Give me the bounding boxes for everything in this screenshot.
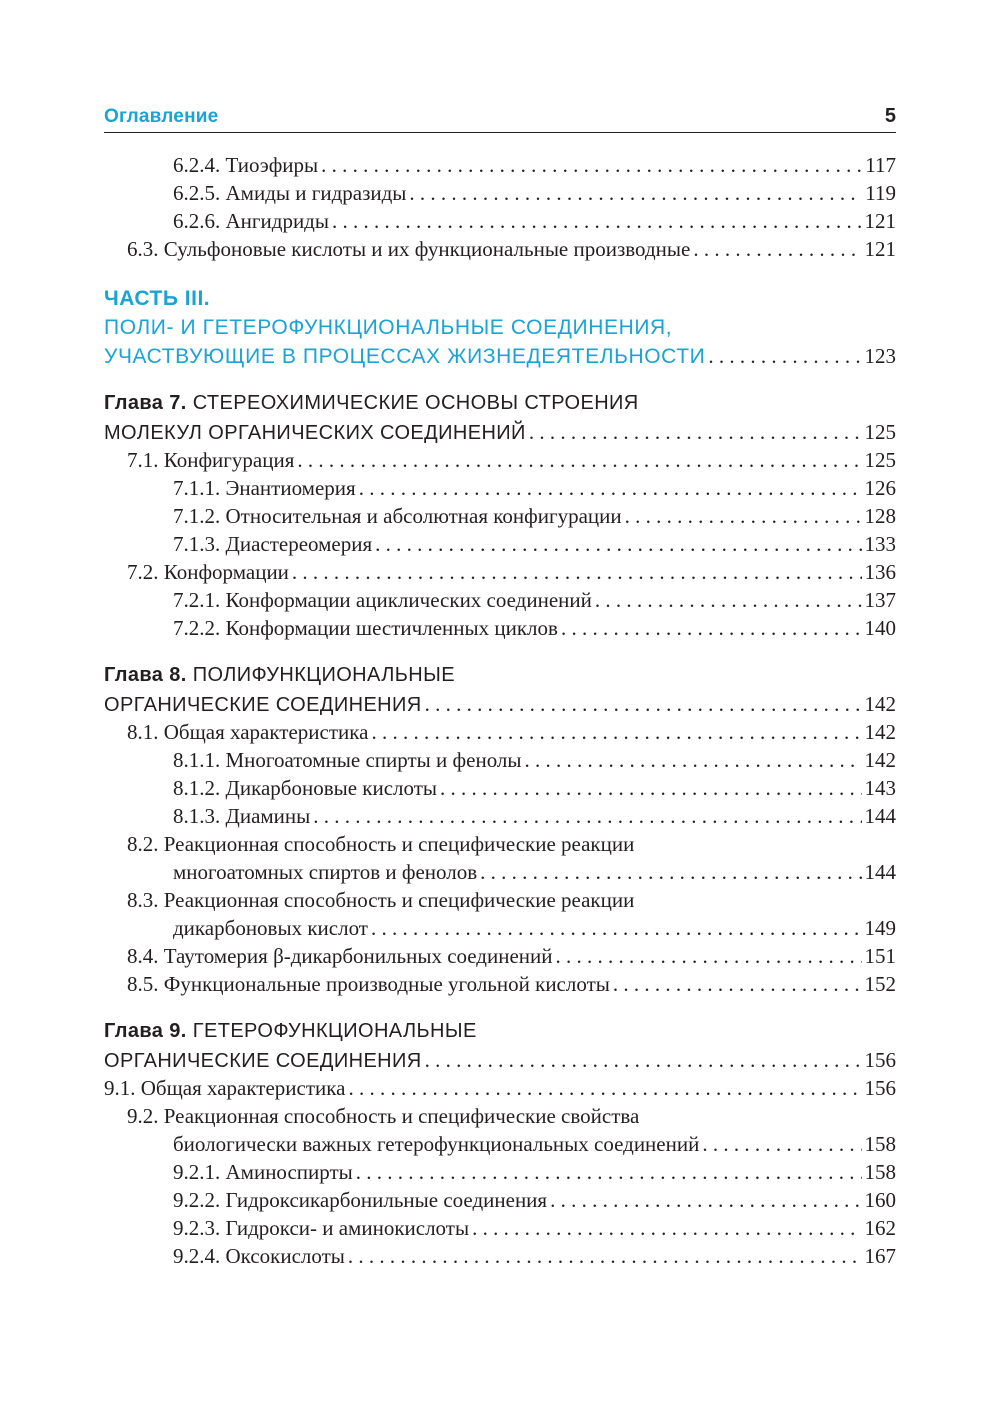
page-ref: 128 (864, 504, 896, 528)
entry-text: Общая характеристика (163, 720, 369, 744)
entry-text (173, 153, 318, 178)
entry-text: 8.1.3. (173, 804, 221, 828)
part-heading[interactable] (104, 287, 896, 372)
dot-leader (292, 560, 862, 585)
dot-leader (348, 1076, 861, 1101)
chapter-heading-line2[interactable] (104, 692, 896, 720)
chapter-title: ПОЛИФУНКЦИОНАЛЬНЫЕ (192, 664, 455, 686)
page-ref: 121 (864, 209, 896, 233)
entry-text: 7.1.1. (173, 476, 221, 500)
entry-text: Амиды и гидразиды (225, 181, 407, 205)
entry-text: Конформации ациклических соединений (225, 588, 592, 612)
entry-text (173, 532, 372, 557)
part-title-line2 (104, 344, 896, 372)
entry-text: Реакционная способность и специфические реакции (163, 888, 635, 912)
dot-leader (371, 916, 862, 941)
entry-text: 6.3. (127, 237, 159, 261)
toc-entry[interactable] (104, 209, 896, 237)
page-ref: 142 (864, 720, 896, 744)
entry-text: 7.1.3. (173, 532, 221, 556)
toc-entry-line1[interactable] (104, 832, 896, 860)
table-of-contents (104, 153, 896, 1272)
dot-leader (409, 181, 862, 206)
entry-text: 6.2.5. (173, 181, 221, 205)
page-ref: 119 (865, 181, 896, 205)
page-ref: 123 (864, 344, 896, 368)
entry-text: Функциональные производные угольной кислоты (163, 972, 610, 996)
entry-text: 9.2.4. (173, 1244, 221, 1268)
page-ref: 121 (864, 237, 896, 261)
dot-leader (529, 420, 862, 445)
page-ref: 142 (864, 748, 896, 772)
page-ref: 158 (864, 1132, 896, 1156)
entry-text (173, 209, 329, 234)
chapter-8 (104, 664, 896, 1000)
toc-entry[interactable] (104, 532, 896, 560)
page-ref: 117 (865, 153, 896, 177)
page-ref: 126 (864, 476, 896, 500)
page-ref: 125 (864, 420, 896, 444)
toc-entry[interactable] (104, 944, 896, 972)
entry-text: УЧАСТВУЮЩИЕ В ПРОЦЕССАХ ЖИЗНЕДЕЯТЕЛЬНОСТИ (104, 345, 706, 368)
entry-text (127, 237, 690, 262)
entry-text: 8.3. (127, 888, 159, 912)
toc-top-section (104, 153, 896, 265)
entry-text (127, 972, 610, 997)
page-ref: 140 (864, 616, 896, 640)
dot-leader (297, 448, 861, 473)
book-page (104, 96, 896, 1272)
entry-text (173, 616, 558, 641)
page-ref: 160 (864, 1188, 896, 1212)
page-ref: 151 (864, 944, 896, 968)
dot-leader (440, 776, 861, 801)
chapter-heading-line2[interactable] (104, 1048, 896, 1076)
dot-leader (561, 616, 862, 641)
entry-text (127, 720, 368, 745)
chapter-label: Глава 7. (104, 392, 187, 414)
dot-leader (356, 1160, 862, 1185)
page-ref: 167 (864, 1244, 896, 1268)
entry-text: Таутомерия β-дикарбонильных соединений (163, 944, 553, 968)
toc-entry[interactable] (104, 776, 896, 804)
entry-text: Гидроксикарбонильные соединения (225, 1188, 548, 1212)
entry-text: 8.1.1. (173, 748, 221, 772)
toc-entry-line1[interactable] (104, 888, 896, 916)
entry-text: Диамины (225, 804, 311, 828)
toc-entry-line2[interactable] (104, 1132, 896, 1160)
entry-text: 9.2.3. (173, 1216, 221, 1240)
dot-leader (480, 860, 861, 885)
toc-entry[interactable] (104, 181, 896, 209)
toc-entry[interactable] (104, 1076, 896, 1104)
page-ref: 156 (864, 1048, 896, 1072)
page-ref: 152 (864, 972, 896, 996)
dot-leader (693, 237, 861, 262)
toc-entry[interactable] (104, 804, 896, 832)
toc-entry[interactable] (104, 476, 896, 504)
entry-text (173, 1216, 469, 1241)
toc-entry[interactable] (104, 588, 896, 616)
entry-text: 8.5. (127, 972, 159, 996)
chapter-label: Глава 9. (104, 1020, 187, 1042)
toc-entry[interactable] (104, 972, 896, 1000)
toc-entry-line1[interactable] (104, 1104, 896, 1132)
toc-entry[interactable] (104, 504, 896, 532)
dot-leader (702, 1132, 861, 1157)
dot-leader (371, 720, 861, 745)
toc-entry[interactable] (104, 153, 896, 181)
entry-text: 8.2. (127, 832, 159, 856)
entry-text: Дикарбоновые кислоты (225, 776, 438, 800)
dot-leader (550, 1188, 861, 1213)
chapter-7 (104, 392, 896, 644)
dot-leader (595, 588, 862, 613)
page-ref: 149 (864, 916, 896, 940)
dot-leader (613, 972, 862, 997)
dot-leader (625, 504, 862, 529)
entry-text: 6.2.4. (173, 153, 221, 177)
toc-entry[interactable] (104, 237, 896, 265)
dot-leader (425, 1048, 862, 1073)
entry-text: Конформации (163, 560, 289, 584)
entry-text: дикарбоновых кислот (173, 916, 368, 940)
entry-text (173, 1160, 353, 1185)
entry-text (173, 588, 592, 613)
entry-text: Ангидриды (225, 209, 329, 233)
entry-text: Аминоспирты (225, 1160, 353, 1184)
toc-entry[interactable] (104, 1188, 896, 1216)
chapter-heading[interactable] (104, 664, 896, 692)
entry-text (173, 1188, 547, 1213)
entry-text (173, 504, 622, 529)
page-ref: 137 (864, 588, 896, 612)
entry-text: Конфигурация (163, 448, 295, 472)
dot-leader (556, 944, 862, 969)
entry-text (173, 776, 437, 801)
entry-text: 6.2.6. (173, 209, 221, 233)
entry-text: 7.2.1. (173, 588, 221, 612)
entry-text: 8.1. (127, 720, 159, 744)
page-ref: 136 (864, 560, 896, 584)
entry-text: МОЛЕКУЛ ОРГАНИЧЕСКИХ СОЕДИНЕНИЙ (104, 422, 526, 444)
entry-text (127, 560, 289, 585)
part-label: ЧАСТЬ III. (104, 287, 211, 310)
entry-text: Конформации шестичленных циклов (225, 616, 558, 640)
entry-text: 9.2.2. (173, 1188, 221, 1212)
entry-text (173, 748, 522, 773)
page-ref: 162 (864, 1216, 896, 1240)
chapter-title: ГЕТЕРОФУНКЦИОНАЛЬНЫЕ (192, 1020, 477, 1042)
entry-text: 8.4. (127, 944, 159, 968)
page-ref: 143 (864, 776, 896, 800)
entry-text: Относительная и абсолютная конфигурации (225, 504, 622, 528)
entry-text (104, 1076, 345, 1101)
dot-leader (375, 532, 861, 557)
toc-entry-line2[interactable] (104, 916, 896, 944)
page-ref: 125 (864, 448, 896, 472)
entry-text (173, 1244, 345, 1269)
chapter-heading[interactable] (104, 392, 896, 420)
page-ref: 133 (864, 532, 896, 556)
chapter-heading-line2[interactable] (104, 420, 896, 448)
page-number: 5 (884, 105, 896, 127)
entry-text: Оксокислоты (225, 1244, 345, 1268)
dot-leader (525, 748, 862, 773)
entry-text: Сульфоновые кислоты и их функциональные производные (163, 237, 691, 261)
entry-text (127, 944, 553, 969)
entry-text: 9.2.1. (173, 1160, 221, 1184)
entry-text: многоатомных спиртов и фенолов (173, 860, 478, 884)
dot-leader (425, 692, 862, 717)
entry-text: ОРГАНИЧЕСКИЕ СОЕДИНЕНИЯ (104, 694, 422, 716)
page-ref: 156 (864, 1076, 896, 1100)
entry-text: 9.1. (104, 1076, 136, 1100)
toc-entry[interactable] (104, 1244, 896, 1272)
page-ref: 144 (864, 804, 896, 828)
entry-text: Общая характеристика (140, 1076, 346, 1100)
entry-text: Реакционная способность и специфические реакции (163, 832, 635, 856)
dot-leader (321, 153, 862, 178)
toc-entry[interactable] (104, 616, 896, 644)
chapter-9 (104, 1020, 896, 1272)
entry-text (173, 804, 310, 829)
toc-entry[interactable] (104, 748, 896, 776)
toc-entry[interactable] (104, 560, 896, 588)
toc-entry[interactable] (104, 448, 896, 476)
dot-leader (472, 1216, 861, 1241)
chapter-heading[interactable] (104, 1020, 896, 1048)
entry-text (127, 448, 294, 473)
dot-leader (313, 804, 861, 829)
dot-leader (359, 476, 862, 501)
entry-text: 8.1.2. (173, 776, 221, 800)
entry-text: Гидрокси- и аминокислоты (225, 1216, 470, 1240)
running-header-title: Оглавление (104, 106, 219, 127)
entry-text: Тиоэфиры (225, 153, 319, 177)
entry-text: ОРГАНИЧЕСКИЕ СОЕДИНЕНИЯ (104, 1050, 422, 1072)
chapter-title: СТЕРЕОХИМИЧЕСКИЕ ОСНОВЫ СТРОЕНИЯ (192, 392, 639, 414)
entry-text: 7.1.2. (173, 504, 221, 528)
chapter-label: Глава 8. (104, 664, 187, 686)
entry-text: Многоатомные спирты и фенолы (225, 748, 522, 772)
entry-text: 9.2. (127, 1104, 159, 1128)
part-title-line1: ПОЛИ- И ГЕТЕРОФУНКЦИОНАЛЬНЫЕ СОЕДИНЕНИЯ, (104, 316, 673, 339)
toc-entry[interactable] (104, 1160, 896, 1188)
entry-text: биологически важных гетерофункциональных соединений (173, 1132, 700, 1156)
entry-text: 7.2.2. (173, 616, 221, 640)
page-ref: 144 (864, 860, 896, 884)
toc-entry[interactable] (104, 1216, 896, 1244)
entry-text (173, 181, 406, 206)
running-header (104, 96, 896, 133)
entry-text: 7.1. (127, 448, 159, 472)
dot-leader (708, 344, 861, 369)
page-ref: 142 (864, 692, 896, 716)
page-ref: 158 (864, 1160, 896, 1184)
entry-text: Энантиомерия (225, 476, 356, 500)
toc-entry-line2[interactable] (104, 860, 896, 888)
toc-entry[interactable] (104, 720, 896, 748)
dot-leader (348, 1244, 862, 1269)
entry-text (173, 476, 356, 501)
dot-leader (332, 209, 862, 234)
entry-text: 7.2. (127, 560, 159, 584)
entry-text: Реакционная способность и специфические свойства (163, 1104, 640, 1128)
entry-text: Диастереомерия (225, 532, 373, 556)
